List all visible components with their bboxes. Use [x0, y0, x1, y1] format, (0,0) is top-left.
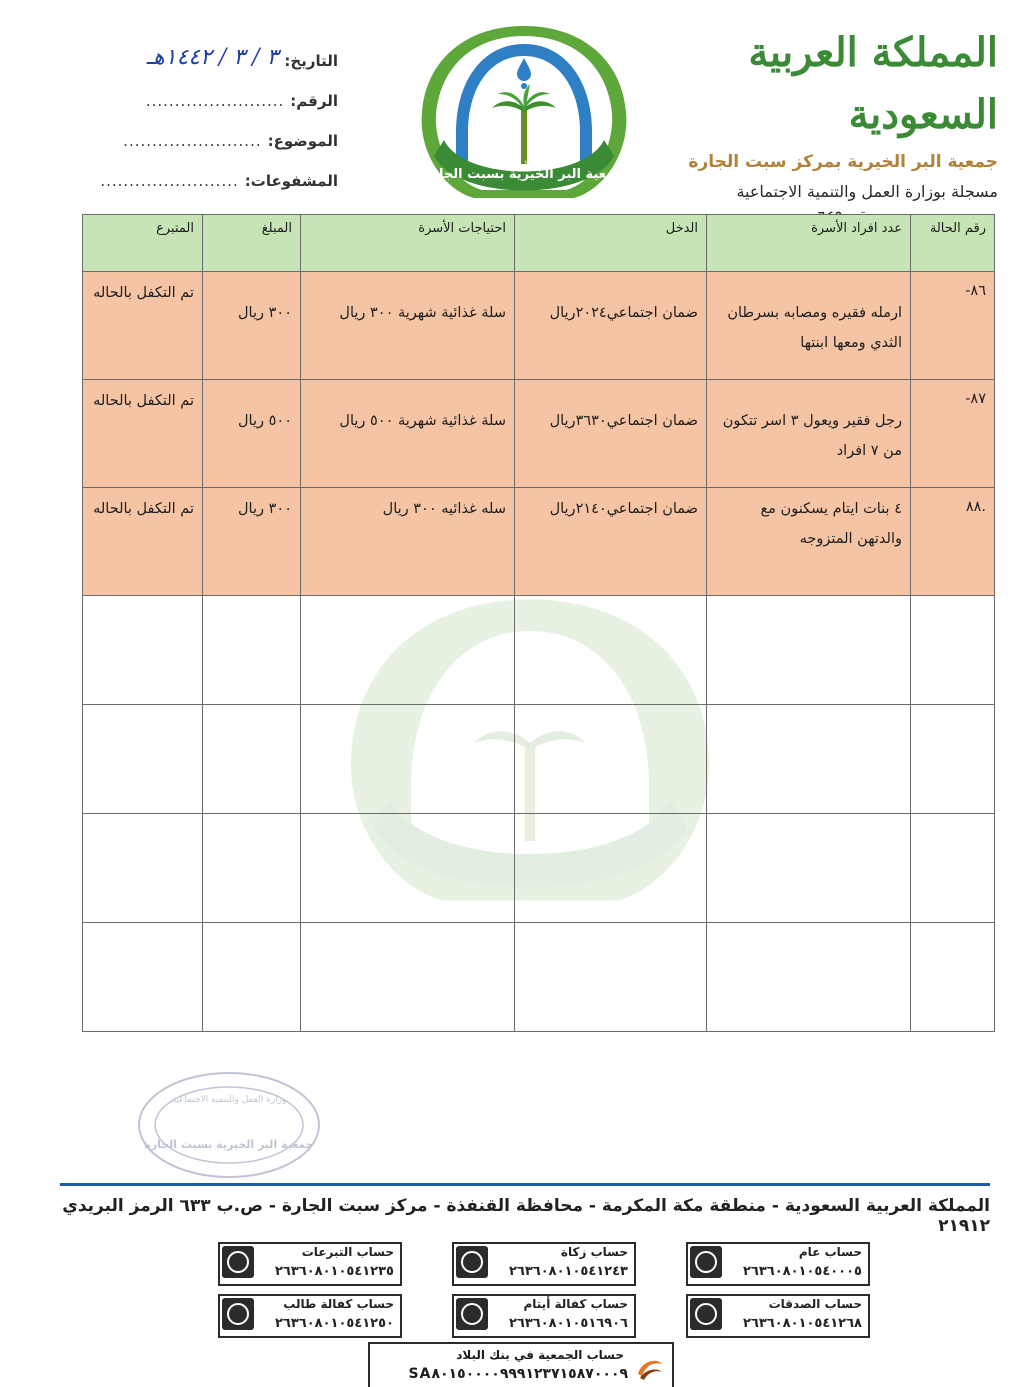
account-number: ٢٦٣٦٠٨٠١٠٥٤٠٠٠٥	[742, 1264, 862, 1279]
account-box-orphans	[452, 1294, 636, 1338]
account-box-donations	[218, 1242, 402, 1286]
number-value: ........................	[145, 92, 285, 110]
col-income: الدخل	[515, 215, 707, 272]
account-number: ٢٦٣٦٠٨٠١٠٥١٦٩٠٦	[508, 1316, 628, 1331]
account-name: حساب زكاة	[560, 1245, 628, 1259]
table-row	[83, 488, 995, 596]
bank-iban: SA٨٠١٥٠٠٠٠٩٩٩١٢٣٧١٥٨٧٠٠٠٩	[408, 1366, 628, 1382]
bank-icon	[222, 1298, 254, 1330]
account-name: حساب التبرعات	[301, 1245, 394, 1259]
bank-albilad-icon	[634, 1350, 666, 1382]
logo-motto: تكافل وإخاء	[502, 155, 546, 165]
bank-icon	[222, 1246, 254, 1278]
income-text: ضمان اجتماعي٣٦٣٠ريال	[549, 413, 698, 429]
col-case-no: رقم الحالة	[911, 215, 995, 272]
table-row	[83, 272, 995, 380]
subject-row	[48, 110, 338, 150]
date-row	[48, 30, 338, 70]
empty-row	[83, 596, 995, 705]
stamp-top-text: وزارة العمل والتنمية الاجتماعية	[171, 1095, 287, 1105]
needs-cell	[301, 272, 515, 380]
family-members-text: رجل فقير ويعول ٣ اسر تتكون من ٧ افراد	[722, 413, 902, 459]
amount-text: ٥٠٠ ريال	[238, 413, 292, 429]
number-label: الرقم:	[290, 92, 338, 110]
bank-icon	[456, 1246, 488, 1278]
stamp-bottom-text: جمعية البر الخيرية بسبت الجارة	[144, 1138, 314, 1151]
empty-row	[83, 814, 995, 923]
table-row	[83, 380, 995, 488]
needs-cell	[301, 380, 515, 488]
attachments-label: المشفوعات:	[244, 172, 338, 190]
number-row	[48, 70, 338, 110]
family-members-cell	[707, 272, 911, 380]
empty-row	[83, 923, 995, 1032]
family-members-cell	[707, 380, 911, 488]
amount-cell: ٣٠٠ ريال	[203, 488, 301, 596]
col-donor: المتبرع	[83, 215, 203, 272]
subject-value: ........................	[123, 132, 262, 150]
bank-icon	[690, 1246, 722, 1278]
date-label: التاريخ:	[284, 52, 338, 70]
case-no-cell: ٨٦-	[911, 272, 995, 380]
account-number: ٢٦٣٦٠٨٠١٠٥٤١٢٦٨	[742, 1316, 862, 1331]
account-box-student	[218, 1294, 402, 1338]
table-header-row	[83, 215, 995, 272]
account-number: ٢٦٣٦٠٨٠١٠٥٤١٢٣٥	[274, 1264, 394, 1279]
col-needs: احتياجات الأسرة	[301, 215, 515, 272]
bank-icon	[690, 1298, 722, 1330]
donor-cell: تم التكفل بالحاله	[83, 380, 203, 488]
bank-icon	[456, 1298, 488, 1330]
account-box-general	[686, 1242, 870, 1286]
account-name: حساب الصدقات	[768, 1297, 862, 1311]
letter-meta	[48, 30, 338, 190]
income-cell: ضمان اجتماعي٢١٤٠ريال	[515, 488, 707, 596]
amount-cell	[203, 272, 301, 380]
needs-cell: سله غذائيه ٣٠٠ ريال	[301, 488, 515, 596]
col-amount: المبلغ	[203, 215, 301, 272]
empty-row	[83, 705, 995, 814]
account-box-charity	[686, 1294, 870, 1338]
attachments-value: ........................	[100, 172, 239, 190]
footer-address: المملكة العربية السعودية - منطقة مكة المكرمة - محافظة القنفذة - مركز سبت الجارة - ص.ب ٦٣٣ الرمز البريدي ٢١٩١٢	[62, 1196, 990, 1236]
kingdom-title: المملكة العربية السعودية	[748, 29, 998, 138]
account-box-zakat	[452, 1242, 636, 1286]
organization-header	[668, 22, 998, 226]
col-family-members: عدد افراد الأسرة	[707, 215, 911, 272]
income-text: ضمان اجتماعي٢٠٢٤ريال	[549, 305, 698, 321]
amount-cell	[203, 380, 301, 488]
registration-text: مسجلة بوزارة العمل والتنمية الاجتماعية	[736, 182, 998, 201]
family-members-cell: ٤ بنات ايتام يسكنون مع والدتهن المتزوجه	[707, 488, 911, 596]
needs-text: سلة غذائية شهرية ٣٠٠ ريال	[339, 305, 506, 321]
account-number: ٢٦٣٦٠٨٠١٠٥٤١٢٥٠	[274, 1316, 394, 1331]
official-stamp	[136, 1070, 322, 1180]
needs-text: سلة غذائية شهرية ٥٠٠ ريال	[339, 413, 506, 429]
cases-table	[82, 214, 995, 1032]
bank-account-box	[368, 1342, 674, 1387]
subject-label: الموضوع:	[267, 132, 338, 150]
account-name: حساب كفالة طالب	[283, 1297, 394, 1311]
date-value: ٣ / ٣ / ١٤٤٢هـ	[146, 45, 279, 70]
association-name: جمعية البر الخيرية بمركز سبت الجارة	[688, 152, 998, 172]
logo-ring-text: جمعية البر الخيرية بسبت الجارة	[423, 167, 625, 182]
association-logo	[404, 22, 644, 202]
income-cell	[515, 272, 707, 380]
bank-label: حساب الجمعية في بنك البلاد	[456, 1348, 624, 1362]
attachments-row	[48, 150, 338, 190]
income-cell	[515, 380, 707, 488]
case-no-cell: ٨٧-	[911, 380, 995, 488]
account-name: حساب عام	[798, 1245, 862, 1259]
account-name: حساب كفالة أيتام	[523, 1297, 628, 1311]
donor-cell: تم التكفل بالحاله	[83, 488, 203, 596]
account-number: ٢٦٣٦٠٨٠١٠٥٤١٢٤٣	[508, 1264, 628, 1279]
case-no-cell: .٨٨	[911, 488, 995, 596]
amount-text: ٣٠٠ ريال	[238, 305, 292, 321]
family-members-text: ارمله فقيره ومصابه بسرطان الثدي ومعها ابنتها	[727, 305, 902, 351]
footer-divider	[60, 1183, 990, 1186]
donor-cell: تم التكفل بالحاله	[83, 272, 203, 380]
